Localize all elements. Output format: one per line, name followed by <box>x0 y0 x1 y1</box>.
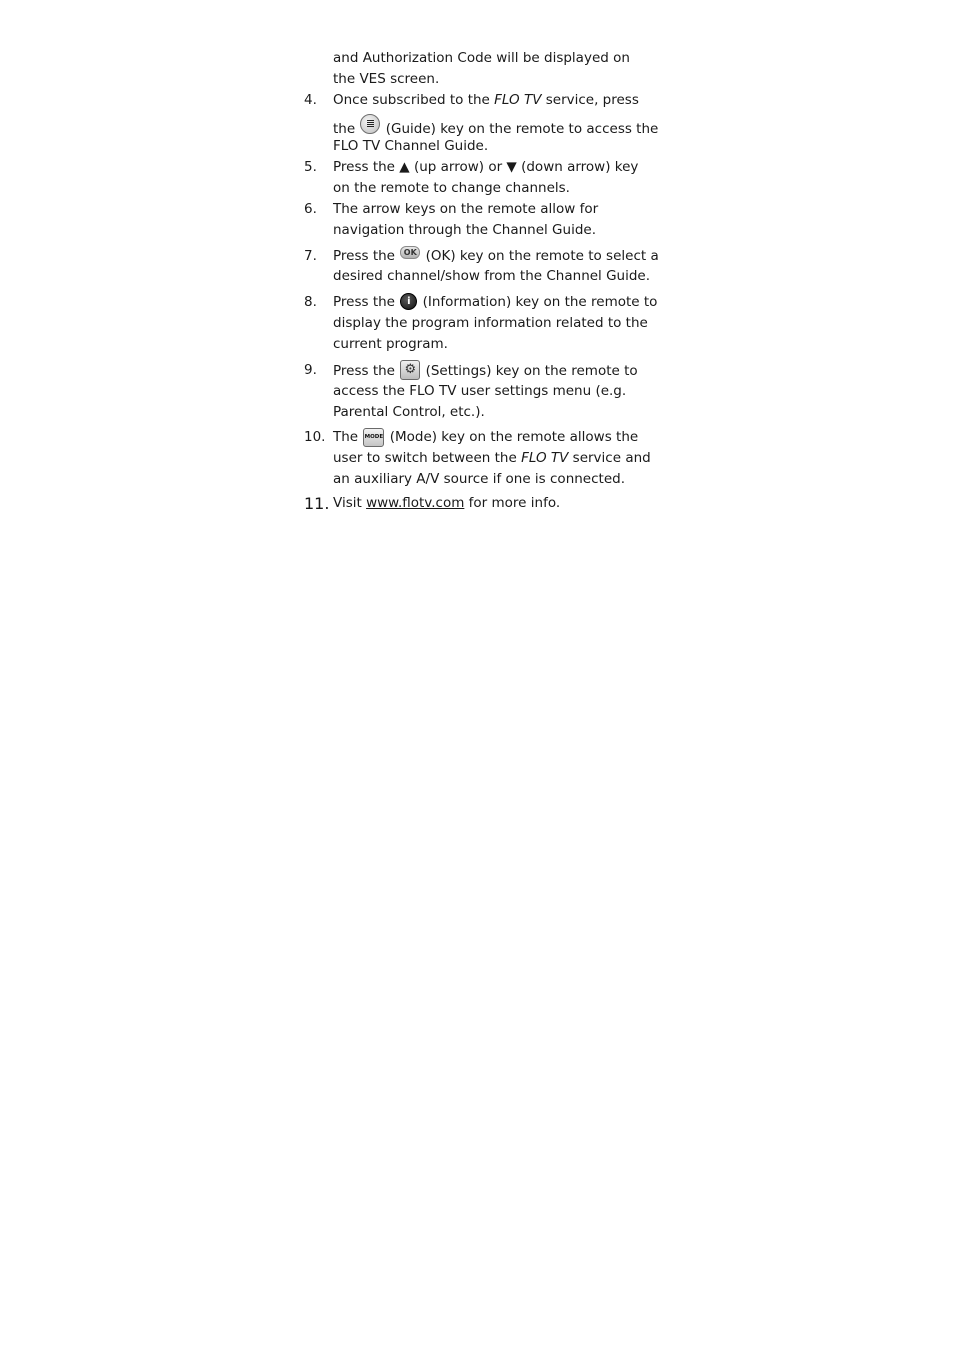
list-item-line: on the remote to change channels. <box>333 180 570 196</box>
list-number: 10. <box>304 429 326 445</box>
list-number: 6. <box>304 201 317 217</box>
intro-line-2: the VES screen. <box>333 71 440 87</box>
list-item-line: an auxiliary A/V source if one is connected. <box>333 471 625 487</box>
list-item-line: The MODE (Mode) key on the remote allows the <box>333 429 639 445</box>
list-item-line: Press the i (Information) key on the remote to <box>333 294 658 310</box>
list-item-line: Press the ⚙ (Settings) key on the remote to <box>333 362 638 379</box>
list-item-line: user to switch between the FLO TV service and <box>333 450 651 466</box>
list-item-line: Press the ▲ (up arrow) or ▼ (down arrow) key <box>333 159 639 175</box>
ok-icon: OK <box>400 246 420 259</box>
list-item-line: FLO TV Channel Guide. <box>333 138 489 154</box>
list-number: 5. <box>304 159 317 175</box>
list-number: 4. <box>304 92 317 108</box>
list-number: 9. <box>304 362 317 378</box>
intro-line-1: and Authorization Code will be displayed on <box>333 50 630 66</box>
list-item-line: desired channel/show from the Channel Guide. <box>333 268 651 284</box>
list-item-line: Once subscribed to the FLO TV service, press <box>333 92 639 108</box>
list-number: 7. <box>304 248 317 264</box>
mode-icon: MODE <box>363 428 384 447</box>
list-item-line: access the FLO TV user settings menu (e.g. <box>333 383 627 399</box>
guide-icon <box>360 114 380 134</box>
flotv-link[interactable]: www.flotv.com <box>366 495 465 511</box>
list-item-line: The arrow keys on the remote allow for <box>333 201 599 217</box>
info-icon: i <box>400 293 417 310</box>
list-item-line: current program. <box>333 336 448 352</box>
list-item-line: Press the OK (OK) key on the remote to select a <box>333 248 659 264</box>
list-item-line: Visit www.flotv.com for more info. <box>333 495 561 511</box>
list-item-line: navigation through the Channel Guide. <box>333 222 596 238</box>
list-number: 11. <box>304 494 330 513</box>
list-item-line: the (Guide) key on the remote to access the <box>333 114 658 140</box>
list-item-line: display the program information related to the <box>333 315 648 331</box>
list-number: 8. <box>304 294 317 310</box>
list-item-line: Parental Control, etc.). <box>333 404 485 420</box>
settings-icon: ⚙ <box>400 360 420 380</box>
